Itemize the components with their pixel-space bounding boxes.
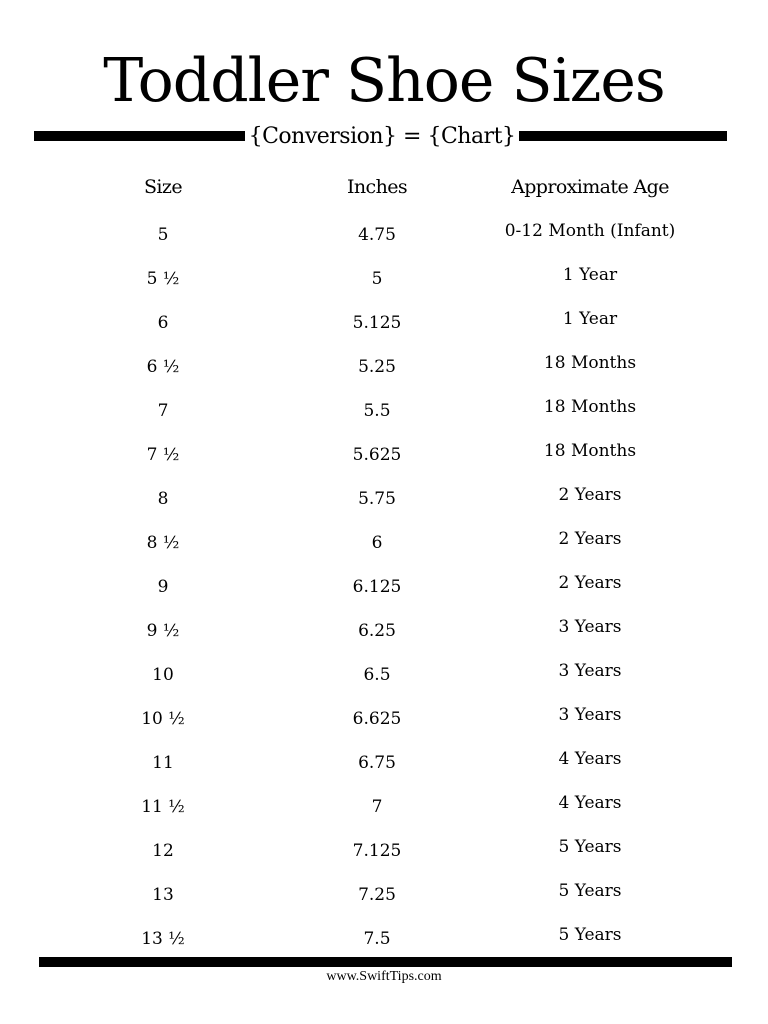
table-row <box>0 616 768 646</box>
inches-cell: 6.75 <box>358 753 396 773</box>
table-row <box>0 792 768 822</box>
inches-cell: 5.75 <box>358 489 396 509</box>
age-cell: 4 Years <box>558 749 622 769</box>
table-row <box>0 572 768 602</box>
table-row <box>0 440 768 470</box>
table-row <box>0 836 768 866</box>
size-cell: 8 ½ <box>146 533 180 553</box>
age-cell: 18 Months <box>543 397 637 417</box>
size-cell: 8 <box>157 489 169 509</box>
inches-cell: 5.125 <box>352 313 402 333</box>
table-row <box>0 748 768 778</box>
age-cell: 0-12 Month (Infant) <box>504 221 676 241</box>
size-cell: 11 ½ <box>141 797 185 817</box>
table-row <box>0 220 768 250</box>
age-cell: 18 Months <box>543 353 637 373</box>
table-row <box>0 396 768 426</box>
inches-cell: 5.25 <box>358 357 396 377</box>
size-cell: 5 <box>157 225 169 245</box>
size-cell: 10 <box>152 665 174 685</box>
table-row <box>0 264 768 294</box>
column-header-size: Size <box>144 176 182 198</box>
column-header-inches: Inches <box>346 176 407 198</box>
inches-cell: 6.625 <box>352 709 402 729</box>
age-cell: 3 Years <box>558 705 622 725</box>
inches-cell: 5.625 <box>352 445 402 465</box>
column-header-approximate-age: Approximate Age <box>511 176 669 198</box>
age-cell: 1 Year <box>562 309 618 329</box>
age-cell: 3 Years <box>558 661 622 681</box>
table-row <box>0 704 768 734</box>
age-cell: 18 Months <box>543 441 637 461</box>
page-subtitle: {Conversion} = {Chart} <box>248 124 516 149</box>
inches-cell: 5.5 <box>363 401 391 421</box>
inches-cell: 6.25 <box>358 621 396 641</box>
size-cell: 6 <box>157 313 169 333</box>
size-cell: 11 <box>152 753 174 773</box>
size-cell: 5 ½ <box>146 269 180 289</box>
inches-cell: 4.75 <box>358 225 396 245</box>
size-cell: 10 ½ <box>141 709 185 729</box>
title-rule-right <box>519 131 727 141</box>
table-row <box>0 308 768 338</box>
age-cell: 3 Years <box>558 617 622 637</box>
size-cell: 9 ½ <box>146 621 180 641</box>
page-title: Toddler Shoe Sizes <box>103 46 665 116</box>
age-cell: 2 Years <box>558 485 622 505</box>
size-cell: 12 <box>152 841 174 861</box>
website-footer: www.SwiftTips.com <box>326 969 442 984</box>
age-cell: 5 Years <box>558 837 622 857</box>
table-row <box>0 660 768 690</box>
table-row <box>0 924 768 954</box>
table-row <box>0 352 768 382</box>
inches-cell: 7.25 <box>358 885 396 905</box>
age-cell: 1 Year <box>562 265 618 285</box>
inches-cell: 7.5 <box>363 929 391 949</box>
inches-cell: 5 <box>371 269 383 289</box>
table-row <box>0 528 768 558</box>
age-cell: 4 Years <box>558 793 622 813</box>
size-cell: 13 <box>152 885 174 905</box>
size-cell: 13 ½ <box>141 929 185 949</box>
inches-cell: 6.125 <box>352 577 402 597</box>
age-cell: 2 Years <box>558 573 622 593</box>
inches-cell: 7 <box>371 797 383 817</box>
inches-cell: 7.125 <box>352 841 402 861</box>
table-row <box>0 880 768 910</box>
table-row <box>0 484 768 514</box>
size-cell: 6 ½ <box>146 357 180 377</box>
size-cell: 7 <box>157 401 169 421</box>
inches-cell: 6.5 <box>363 665 391 685</box>
size-cell: 9 <box>157 577 169 597</box>
age-cell: 5 Years <box>558 881 622 901</box>
size-cell: 7 ½ <box>146 445 180 465</box>
inches-cell: 6 <box>371 533 383 553</box>
title-rule-left <box>34 131 245 141</box>
age-cell: 5 Years <box>558 925 622 945</box>
age-cell: 2 Years <box>558 529 622 549</box>
